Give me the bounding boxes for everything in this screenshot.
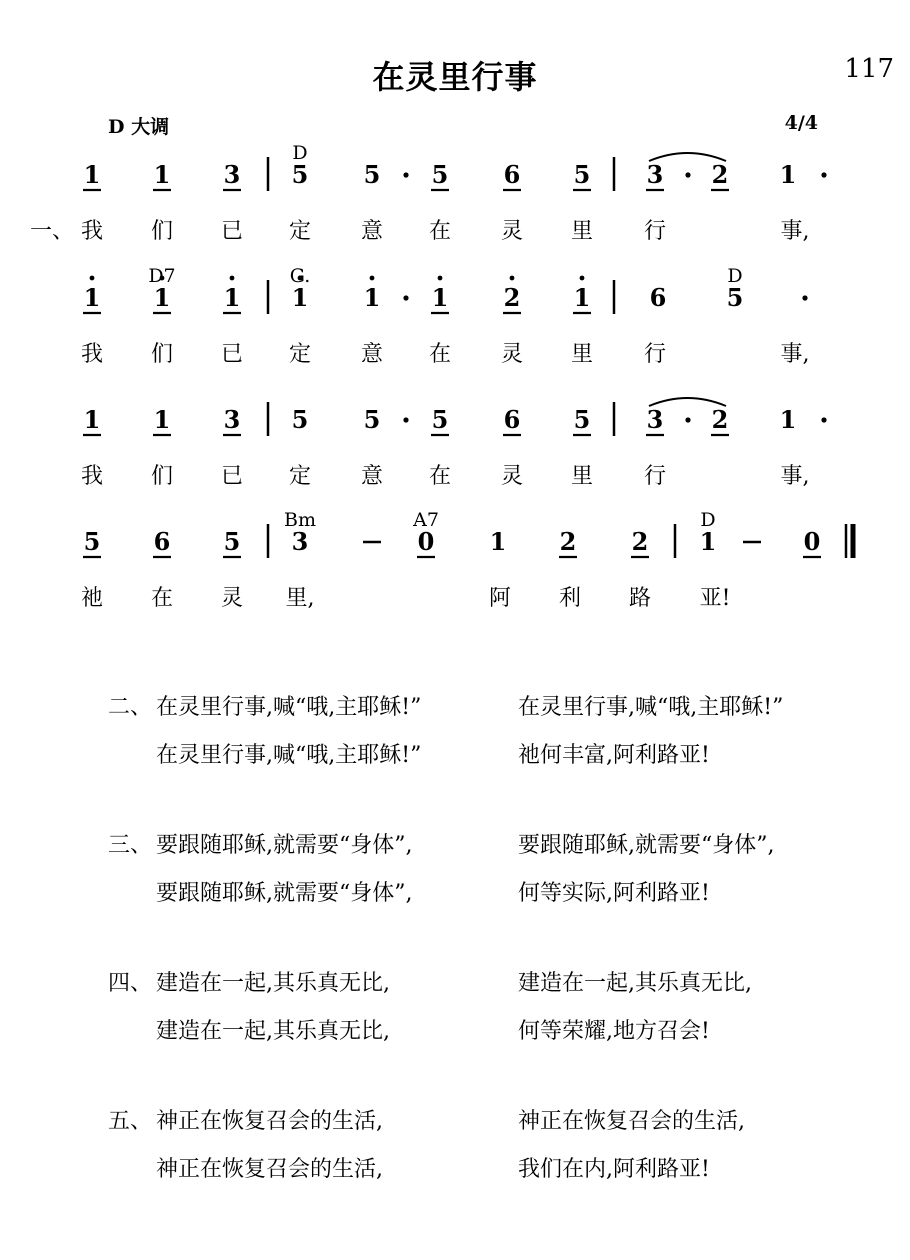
octave-dot: [90, 276, 95, 281]
octave-dot: [510, 276, 515, 281]
lyric-syllable: 里,: [285, 586, 315, 611]
lyric-syllable: 意: [360, 219, 384, 244]
verse-text-right: 要跟随耶稣,就需要“身体”,: [518, 833, 775, 858]
verse-text-right: 神正在恢复召会的生活,: [518, 1109, 745, 1134]
verse-text-right: 何等荣耀,地方召会!: [518, 1019, 710, 1044]
note-1: 1: [83, 283, 101, 312]
lyric-syllable: 亚!: [699, 586, 731, 611]
note-1: 1: [363, 283, 381, 312]
chord-label: D: [292, 142, 308, 164]
note-1: 1: [153, 283, 171, 312]
lyric-syllable: 行: [643, 464, 667, 489]
lyric-syllable: 里: [570, 219, 594, 244]
note-6: 6: [649, 283, 667, 312]
augmentation-dot: [403, 172, 408, 177]
lyric-syllable: 已: [220, 342, 244, 367]
verse-text-right: 祂何丰富,阿利路亚!: [518, 743, 710, 768]
lyric-syllable: 意: [360, 464, 384, 489]
lyric-syllable: 灵: [220, 586, 244, 611]
note-5: 5: [573, 405, 591, 434]
lyric-syllable: 在: [428, 219, 452, 244]
lyric-syllable: 已: [220, 219, 244, 244]
chord-label: D7: [148, 265, 176, 287]
lyric-syllable: 定: [288, 219, 312, 244]
augmentation-dot: [403, 417, 408, 422]
lyric-syllable: 一、: [30, 219, 75, 244]
lyric-syllable: 祂: [80, 586, 104, 611]
lyric-syllable: 们: [150, 219, 174, 244]
lyric-syllable: 定: [288, 464, 312, 489]
lyric-syllable: 在: [428, 342, 452, 367]
lyric-syllable: 灵: [500, 219, 524, 244]
note-0: 0: [803, 527, 821, 556]
augmentation-dot: [802, 295, 807, 300]
lyric-syllable: 意: [360, 342, 384, 367]
note-1: 1: [291, 283, 309, 312]
key-signature: D 大调: [108, 116, 170, 138]
verse-text-left: 神正在恢复召会的生活,: [156, 1109, 383, 1134]
lyric-syllable: 我: [80, 342, 104, 367]
augmentation-dot: [821, 417, 826, 422]
verse-text-right: 我们在内,阿利路亚!: [518, 1157, 710, 1182]
verse-number: 四、: [108, 971, 153, 996]
verse-number: 三、: [108, 833, 153, 858]
lyric-syllable: 灵: [500, 464, 524, 489]
lyric-syllable: 事,: [780, 342, 810, 367]
note-1: 1: [83, 160, 101, 189]
note-2: 2: [711, 160, 729, 189]
lyric-syllable: 里: [570, 464, 594, 489]
chord-label: D: [727, 265, 743, 287]
lyric-syllable: 行: [643, 219, 667, 244]
note-1: 1: [153, 160, 171, 189]
lyric-syllable: 我: [80, 464, 104, 489]
lyric-syllable: 事,: [780, 219, 810, 244]
lyric-syllable: 我: [80, 219, 104, 244]
augmentation-dot: [685, 417, 690, 422]
note-5: 5: [291, 405, 309, 434]
lyric-syllable: 们: [150, 342, 174, 367]
note-0: 0: [417, 527, 435, 556]
note-1: 1: [699, 527, 717, 556]
note-3: 3: [646, 405, 664, 434]
lyric-syllable: 里: [570, 342, 594, 367]
note-5: 5: [573, 160, 591, 189]
verse-text-left: 要跟随耶稣,就需要“身体”,: [156, 881, 413, 906]
lyric-syllable: 在: [428, 464, 452, 489]
note-2: 2: [559, 527, 577, 556]
note-1: 1: [573, 283, 591, 312]
note-2: 2: [503, 283, 521, 312]
octave-dot: [370, 276, 375, 281]
note-3: 3: [223, 160, 241, 189]
augmentation-dot: [685, 172, 690, 177]
lyric-syllable: 已: [220, 464, 244, 489]
chord-label: D: [700, 509, 716, 531]
note-5: 5: [291, 160, 309, 189]
octave-dot: [580, 276, 585, 281]
note-1: 1: [153, 405, 171, 434]
augmentation-dot: [403, 295, 408, 300]
lyric-syllable: 阿: [488, 586, 512, 611]
lyric-syllable: 路: [628, 586, 652, 611]
lyric-syllable: 行: [643, 342, 667, 367]
lyric-syllable: 定: [288, 342, 312, 367]
note-5: 5: [726, 283, 744, 312]
verse-text-right: 在灵里行事,喊“哦,主耶稣!”: [518, 695, 784, 720]
octave-dot: [230, 276, 235, 281]
verse-number: 五、: [108, 1109, 153, 1134]
chord-label: Bm: [284, 509, 316, 531]
note-3: 3: [291, 527, 309, 556]
verse-text-left: 要跟随耶稣,就需要“身体”,: [156, 833, 413, 858]
page-number: 117: [844, 54, 894, 84]
note-1: 1: [489, 527, 507, 556]
note-6: 6: [503, 160, 521, 189]
note-5: 5: [83, 527, 101, 556]
note-6: 6: [503, 405, 521, 434]
octave-dot: [438, 276, 443, 281]
note-1: 1: [223, 283, 241, 312]
lyric-syllable: 利: [558, 586, 582, 611]
time-signature: 4/4: [784, 112, 818, 134]
chord-label: G.: [289, 265, 311, 287]
verse-text-right: 何等实际,阿利路亚!: [518, 881, 710, 906]
lyric-syllable: 在: [150, 586, 174, 611]
note-1: 1: [83, 405, 101, 434]
note-1: 1: [431, 283, 449, 312]
note-3: 3: [646, 160, 664, 189]
note-5: 5: [363, 405, 381, 434]
verse-text-left: 在灵里行事,喊“哦,主耶稣!”: [156, 743, 422, 768]
chord-label: A7: [413, 509, 439, 531]
augmentation-dot: [821, 172, 826, 177]
note-1: 1: [779, 160, 797, 189]
note-5: 5: [363, 160, 381, 189]
note-1: 1: [779, 405, 797, 434]
verse-text-left: 在灵里行事,喊“哦,主耶稣!”: [156, 695, 422, 720]
verse-text-left: 建造在一起,其乐真无比,: [156, 1019, 390, 1044]
hymn-title: 在灵里行事: [372, 58, 538, 96]
verse-text-left: 建造在一起,其乐真无比,: [156, 971, 390, 996]
lyric-syllable: 事,: [780, 464, 810, 489]
verse-text-left: 神正在恢复召会的生活,: [156, 1157, 383, 1182]
note-5: 5: [223, 527, 241, 556]
note-2: 2: [631, 527, 649, 556]
note-3: 3: [223, 405, 241, 434]
note-6: 6: [153, 527, 171, 556]
verse-number: 二、: [108, 695, 153, 720]
lyric-syllable: 灵: [500, 342, 524, 367]
lyric-syllable: 们: [150, 464, 174, 489]
note-5: 5: [431, 160, 449, 189]
note-2: 2: [711, 405, 729, 434]
note-5: 5: [431, 405, 449, 434]
verse-text-right: 建造在一起,其乐真无比,: [518, 971, 752, 996]
